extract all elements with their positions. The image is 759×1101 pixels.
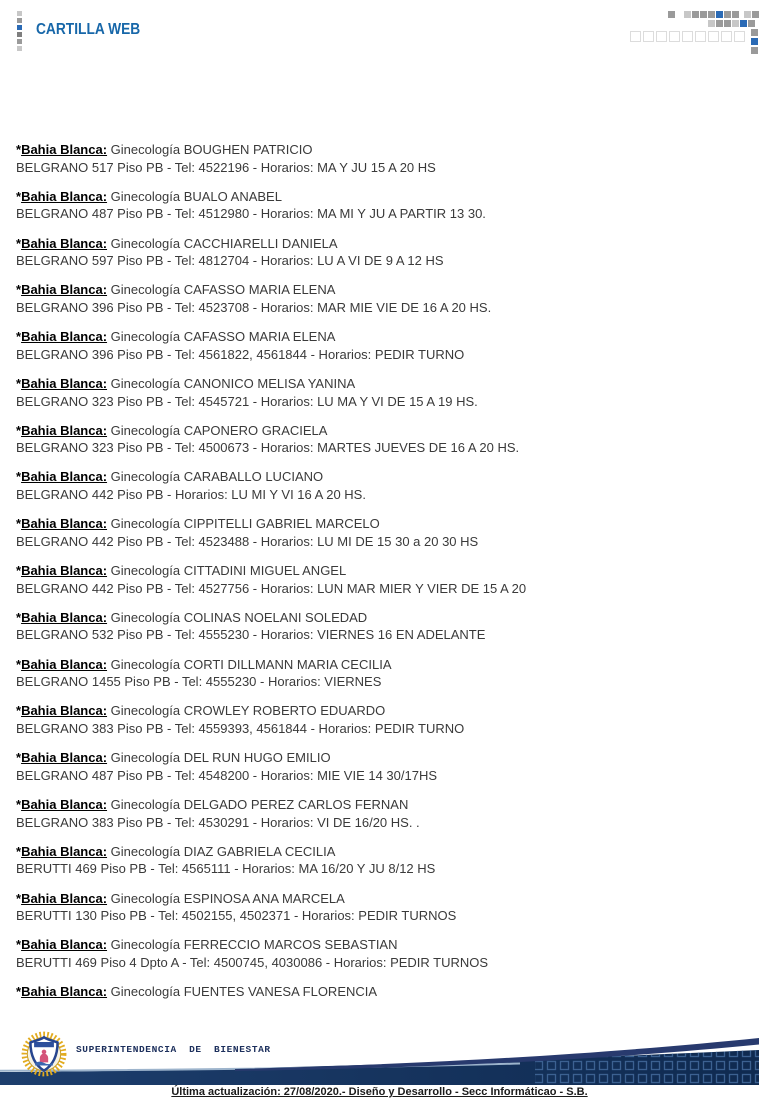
mosaic-square bbox=[724, 20, 731, 27]
provider-detail: BELGRANO 383 Piso PB - Tel: 4559393, 4561844 - Horarios: PEDIR TURNO bbox=[16, 720, 465, 736]
provider-detail: BELGRANO 517 Piso PB - Tel: 4522196 - Horarios: MA Y JU 15 A 20 HS bbox=[16, 159, 436, 175]
mosaic-square bbox=[748, 20, 755, 27]
mosaic-square bbox=[721, 31, 732, 42]
provider-heading bbox=[16, 843, 751, 861]
provider-detail: BELGRANO 323 Piso PB - Tel: 4500673 - Horarios: MARTES JUEVES DE 16 A 20 HS. bbox=[16, 440, 520, 456]
provider-detail: BERUTTI 130 Piso PB - Tel: 4502155, 4502371 - Horarios: PEDIR TURNOS bbox=[16, 908, 457, 924]
provider-name: DIAZ GABRIELA CECILIA bbox=[183, 843, 336, 859]
provider-name: CAPONERO GRACIELA bbox=[183, 422, 328, 438]
mosaic-square bbox=[656, 31, 667, 42]
provider-entry bbox=[16, 235, 751, 270]
location-label: Bahia Blanca: bbox=[21, 563, 108, 579]
mosaic-square bbox=[708, 20, 715, 27]
provider-entry bbox=[16, 375, 751, 410]
mosaic-square bbox=[740, 20, 747, 27]
mosaic-square bbox=[692, 11, 699, 18]
mosaic-square bbox=[17, 25, 22, 30]
page-title: CARTILLA WEB bbox=[36, 21, 141, 38]
last-update-line: Última actualización: 27/08/2020.- Diseño y Desarrollo - Secc Informáticao - S.B. bbox=[171, 1086, 588, 1098]
mosaic-square bbox=[684, 11, 691, 18]
mosaic-square bbox=[630, 31, 641, 42]
location-label: Bahia Blanca: bbox=[21, 469, 108, 485]
specialty-label: Ginecología bbox=[110, 282, 181, 298]
provider-name: FUENTES VANESA FLORENCIA bbox=[183, 984, 378, 1000]
entry-asterisk: * bbox=[16, 609, 22, 625]
location-label: Bahia Blanca: bbox=[21, 188, 108, 204]
mosaic-square bbox=[17, 18, 22, 23]
entry-asterisk: * bbox=[16, 188, 22, 204]
location-label: Bahia Blanca: bbox=[21, 703, 108, 719]
specialty-label: Ginecología bbox=[110, 750, 181, 766]
specialty-label: Ginecología bbox=[110, 469, 181, 485]
mosaic-square bbox=[751, 38, 758, 45]
entry-asterisk: * bbox=[16, 469, 22, 485]
provider-entry bbox=[16, 188, 751, 223]
provider-detail: BELGRANO 442 Piso PB - Tel: 4527756 - Horarios: LUN MAR MIER Y VIER DE 15 A 20 bbox=[16, 580, 527, 596]
provider-detail: BELGRANO 1455 Piso PB - Tel: 4555230 - Horarios: VIERNES bbox=[16, 674, 382, 690]
mosaic-square bbox=[732, 20, 739, 27]
provider-entry bbox=[16, 281, 751, 316]
provider-heading bbox=[16, 328, 751, 346]
specialty-label: Ginecología bbox=[110, 796, 181, 812]
provider-entry bbox=[16, 515, 751, 550]
mosaic-square bbox=[752, 11, 759, 18]
entry-asterisk: * bbox=[16, 750, 22, 766]
entry-asterisk: * bbox=[16, 703, 22, 719]
provider-heading bbox=[16, 890, 751, 908]
specialty-label: Ginecología bbox=[110, 984, 181, 1000]
location-label: Bahia Blanca: bbox=[21, 796, 108, 812]
mosaic-square bbox=[669, 31, 680, 42]
provider-name: BOUGHEN PATRICIO bbox=[183, 142, 313, 157]
location-label: Bahia Blanca: bbox=[21, 422, 108, 438]
provider-detail: BELGRANO 383 Piso PB - Tel: 4530291 - Horarios: VI DE 16/20 HS. . bbox=[16, 814, 420, 830]
entry-asterisk: * bbox=[16, 796, 22, 812]
mosaic-square bbox=[751, 29, 758, 36]
specialty-label: Ginecología bbox=[110, 703, 181, 719]
entry-asterisk: * bbox=[16, 282, 22, 298]
provider-heading bbox=[16, 702, 751, 720]
entry-asterisk: * bbox=[16, 843, 22, 859]
mosaic-square bbox=[708, 31, 719, 42]
provider-name: DELGADO PEREZ CARLOS FERNAN bbox=[183, 796, 409, 812]
provider-name: CARABALLO LUCIANO bbox=[183, 469, 324, 485]
entry-asterisk: * bbox=[16, 984, 22, 1000]
mosaic-square bbox=[17, 39, 22, 44]
provider-detail: BELGRANO 323 Piso PB - Tel: 4545721 - Horarios: LU MA Y VI DE 15 A 19 HS. bbox=[16, 393, 478, 409]
provider-entry bbox=[16, 422, 751, 457]
location-label: Bahia Blanca: bbox=[21, 516, 108, 532]
provider-entry bbox=[16, 468, 751, 503]
provider-heading bbox=[16, 936, 751, 954]
provider-heading bbox=[16, 375, 751, 393]
specialty-label: Ginecología bbox=[110, 516, 181, 532]
provider-entry bbox=[16, 843, 751, 878]
mosaic-square bbox=[716, 20, 723, 27]
location-label: Bahia Blanca: bbox=[21, 843, 108, 859]
provider-detail: BELGRANO 597 Piso PB - Tel: 4812704 - Horarios: LU A VI DE 9 A 12 HS bbox=[16, 253, 444, 269]
provider-heading bbox=[16, 141, 751, 159]
provider-name: CORTI DILLMANN MARIA CECILIA bbox=[183, 656, 392, 672]
organization-name: SUPERINTENDENCIA DE BIENESTAR bbox=[76, 1044, 271, 1055]
provider-detail: BELGRANO 442 Piso PB - Tel: 4523488 - Horarios: LU MI DE 15 30 a 20 30 HS bbox=[16, 533, 479, 549]
provider-name: CANONICO MELISA YANINA bbox=[183, 375, 356, 391]
provider-name: CAFASSO MARIA ELENA bbox=[183, 329, 336, 345]
mosaic-square bbox=[17, 32, 22, 37]
mosaic-square bbox=[668, 11, 675, 18]
mosaic-square bbox=[17, 11, 22, 16]
provider-detail: BELGRANO 487 Piso PB - Tel: 4512980 - Horarios: MA MI Y JU A PARTIR 13 30. bbox=[16, 206, 486, 222]
provider-entry bbox=[16, 890, 751, 925]
entry-asterisk: * bbox=[16, 656, 22, 672]
specialty-label: Ginecología bbox=[110, 235, 181, 251]
entry-asterisk: * bbox=[16, 329, 22, 345]
entry-asterisk: * bbox=[16, 890, 22, 906]
provider-name: CACCHIARELLI DANIELA bbox=[183, 235, 338, 251]
location-label: Bahia Blanca: bbox=[21, 142, 108, 157]
provider-detail: BERUTTI 469 Piso PB - Tel: 4565111 - Horarios: MA 16/20 Y JU 8/12 HS bbox=[16, 861, 436, 877]
provider-detail: BERUTTI 469 Piso 4 Dpto A - Tel: 4500745, 4030086 - Horarios: PEDIR TURNOS bbox=[16, 954, 489, 970]
location-label: Bahia Blanca: bbox=[21, 750, 108, 766]
location-label: Bahia Blanca: bbox=[21, 984, 108, 1000]
mosaic-square bbox=[716, 11, 723, 18]
provider-heading bbox=[16, 796, 751, 814]
mosaic-square bbox=[734, 31, 745, 42]
provider-heading bbox=[16, 515, 751, 533]
specialty-label: Ginecología bbox=[110, 188, 181, 204]
provider-detail: BELGRANO 487 Piso PB - Tel: 4548200 - Horarios: MIE VIE 14 30/17HS bbox=[16, 767, 438, 783]
mosaic-square bbox=[700, 11, 707, 18]
mosaic-square bbox=[682, 31, 693, 42]
location-label: Bahia Blanca: bbox=[21, 609, 108, 625]
location-label: Bahia Blanca: bbox=[21, 235, 108, 251]
provider-entry bbox=[16, 983, 751, 1001]
location-label: Bahia Blanca: bbox=[21, 937, 108, 953]
specialty-label: Ginecología bbox=[110, 329, 181, 345]
mosaic-square bbox=[695, 31, 706, 42]
location-label: Bahia Blanca: bbox=[21, 329, 108, 345]
provider-entry bbox=[16, 656, 751, 691]
mosaic-square bbox=[724, 11, 731, 18]
provider-heading bbox=[16, 468, 751, 486]
provider-entry bbox=[16, 796, 751, 831]
provider-entry bbox=[16, 609, 751, 644]
provider-detail: BELGRANO 532 Piso PB - Tel: 4555230 - Horarios: VIERNES 16 EN ADELANTE bbox=[16, 627, 486, 643]
footer-swoosh-band bbox=[0, 1034, 759, 1086]
provider-entry bbox=[16, 702, 751, 737]
mosaic-square bbox=[17, 46, 22, 51]
provider-heading bbox=[16, 562, 751, 580]
entry-asterisk: * bbox=[16, 422, 22, 438]
specialty-label: Ginecología bbox=[110, 142, 181, 157]
superintendencia-shield-icon bbox=[20, 1030, 68, 1078]
location-label: Bahia Blanca: bbox=[21, 282, 108, 298]
location-label: Bahia Blanca: bbox=[21, 375, 108, 391]
entry-asterisk: * bbox=[16, 563, 22, 579]
location-label: Bahia Blanca: bbox=[21, 890, 108, 906]
provider-name: BUALO ANABEL bbox=[183, 188, 282, 204]
provider-heading bbox=[16, 188, 751, 206]
location-label: Bahia Blanca: bbox=[21, 656, 108, 672]
provider-name: CROWLEY ROBERTO EDUARDO bbox=[183, 703, 386, 719]
specialty-label: Ginecología bbox=[110, 375, 181, 391]
mosaic-square bbox=[708, 11, 715, 18]
provider-list bbox=[16, 141, 751, 1012]
mosaic-square bbox=[751, 47, 758, 54]
provider-heading bbox=[16, 235, 751, 253]
mosaic-square bbox=[643, 31, 654, 42]
provider-name: DEL RUN HUGO EMILIO bbox=[183, 750, 331, 766]
entry-asterisk: * bbox=[16, 937, 22, 953]
provider-entry bbox=[16, 936, 751, 971]
provider-detail: BELGRANO 396 Piso PB - Tel: 4561822, 4561844 - Horarios: PEDIR TURNO bbox=[16, 346, 465, 362]
provider-name: CITTADINI MIGUEL ANGEL bbox=[183, 563, 347, 579]
entry-asterisk: * bbox=[16, 235, 22, 251]
provider-entry bbox=[16, 749, 751, 784]
provider-heading bbox=[16, 749, 751, 767]
mosaic-square bbox=[744, 11, 751, 18]
provider-name: FERRECCIO MARCOS SEBASTIAN bbox=[183, 937, 398, 953]
provider-name: ESPINOSA ANA MARCELA bbox=[183, 890, 345, 906]
specialty-label: Ginecología bbox=[110, 422, 181, 438]
specialty-label: Ginecología bbox=[110, 563, 181, 579]
provider-detail: BELGRANO 396 Piso PB - Tel: 4523708 - Horarios: MAR MIE VIE DE 16 A 20 HS. bbox=[16, 299, 492, 315]
specialty-label: Ginecología bbox=[110, 609, 181, 625]
provider-heading bbox=[16, 422, 751, 440]
provider-heading bbox=[16, 281, 751, 299]
provider-entry bbox=[16, 141, 751, 176]
provider-heading bbox=[16, 983, 751, 1001]
entry-asterisk: * bbox=[16, 142, 22, 157]
provider-entry bbox=[16, 328, 751, 363]
provider-name: COLINAS NOELANI SOLEDAD bbox=[183, 609, 368, 625]
specialty-label: Ginecología bbox=[110, 937, 181, 953]
provider-name: CAFASSO MARIA ELENA bbox=[183, 282, 336, 298]
provider-heading bbox=[16, 656, 751, 674]
specialty-label: Ginecología bbox=[110, 656, 181, 672]
specialty-label: Ginecología bbox=[110, 843, 181, 859]
provider-entry bbox=[16, 562, 751, 597]
specialty-label: Ginecología bbox=[110, 890, 181, 906]
provider-detail: BELGRANO 442 Piso PB - Horarios: LU MI Y VI 16 A 20 HS. bbox=[16, 487, 366, 503]
provider-name: CIPPITELLI GABRIEL MARCELO bbox=[183, 516, 380, 532]
entry-asterisk: * bbox=[16, 375, 22, 391]
provider-heading bbox=[16, 609, 751, 627]
entry-asterisk: * bbox=[16, 516, 22, 532]
mosaic-square bbox=[732, 11, 739, 18]
